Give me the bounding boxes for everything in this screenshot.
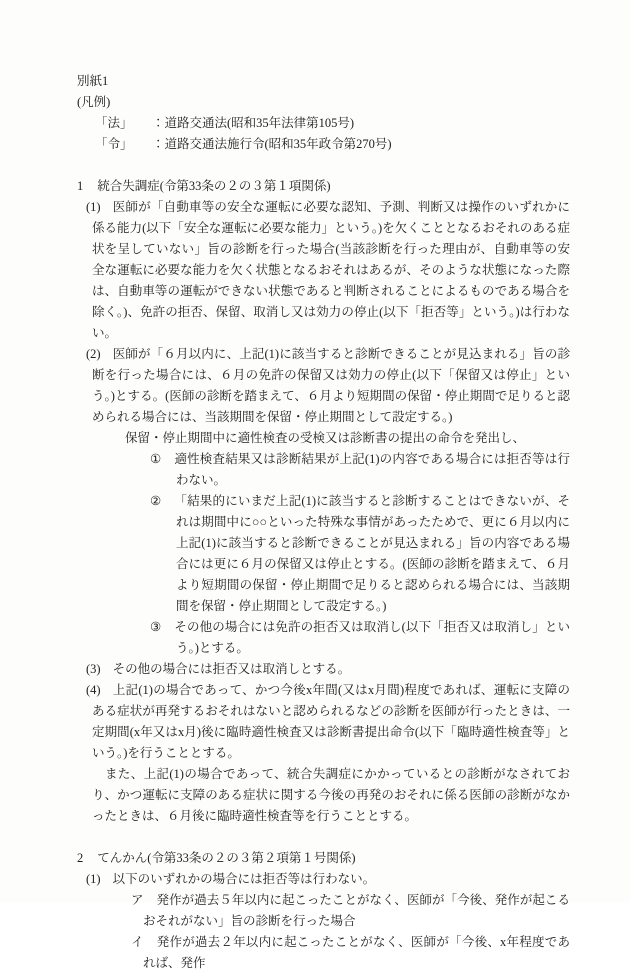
kana-label: イ [131,935,144,949]
section1-circled-item-2 [150,491,570,617]
circled-number-label: ① [150,452,162,466]
legend-term-law: 「法」 [95,116,133,130]
attachment-label: 別紙1 [77,74,109,88]
circled-item-text: 適性検査結果又は診断結果が上記(1)の内容である場合には拒否等は行わない。 [174,452,570,487]
clause-text: 以下のいずれかの場合には拒否等は行わない。 [112,872,376,886]
section2-clause-1 [86,869,570,890]
section1-clause-3 [86,659,570,680]
circled-item-text: その他の場合には免許の拒否又は取消し(以下「拒否又は取消し」という。)とする。 [174,620,570,655]
section1-heading [77,176,570,197]
clause-label: (2) [86,347,101,361]
circled-number-label: ③ [150,620,162,634]
clause-text: 医師が「６月以内に、上記(1)に該当すると診断できることが見込まれる」旨の診断を行った場合には、６月の免許の保留又は効力の停止(以下「保留又は停止」という。)とする。(医師の診断を踏まえて、６月より短期間の保留・停止期間で足りると認められる場合には、当該期間を保留・停止期間として設定する。) [92,347,570,424]
kana-label: ア [131,893,144,907]
clause-label: (3) [86,662,101,676]
circled-item-text: 「結果的にいまだ上記(1)に該当すると診断することはできないが、それは期間中に○○といった特殊な事情があったためで、更に６月以内に上記(1)に該当すると診断できることが見込まれる」旨の内容である場合には更に６月の保留又は停止とする。(医師の診断を踏まえて、６月より短期間の保留・停止期間で足りると認められる場合には、当該期間を保留・停止期間として設定する。) [174,494,570,613]
legend-title: (凡例) [77,95,111,109]
section1-hold-lead-line: 保留・停止期間中に適性検査の受検又は診断書の提出の命令を発出し、 [125,431,526,445]
section2-number: 2 [77,851,84,865]
clause-label: (1) [86,200,101,214]
subitem-text: 発作が過去５年以内に起こったことがなく、医師が「今後、発作が起こるおそれがない」旨の診断を行った場合 [143,893,570,928]
clause-text: 医師が「自動車等の安全な運転に必要な認知、予測、判断又は操作のいずれかに係る能力(以下「安全な運転に必要な能力」という。)を欠くこととなるおそれのある症状を呈していない」旨の診断を行った場合(当該診断を行った理由が、自動車等の安全な運転に必要な能力を欠く状態となるおそれはあるが、そのような状態になった際は、自動車等の運転ができない状態であると判断されることによるものである場合を除く。)、免許の拒否、保留、取消し又は効力の停止(以下「拒否等」という。)は行わない。 [92,200,570,340]
legend-row-order [95,134,570,155]
section1-clause-4 [86,680,570,764]
clause-label: (4) [86,683,101,697]
section1-number: 1 [77,179,84,193]
section1-circled-item-3 [150,617,570,659]
legend-separator: ： [152,137,165,151]
legend-term-order: 「令」 [95,137,133,151]
legend-separator: ： [152,116,165,130]
subitem-text: 発作が過去２年以内に起こったことがなく、医師が「今後、x年程度であれば、発作 [143,935,570,970]
circled-number-label: ② [150,494,162,508]
section2-title: てんかん(令第33条の２の３第２項第１号関係) [97,851,356,865]
section1-clause-4-continuation: また、上記(1)の場合であって、統合失調症にかかっているとの診断がなされており、かつ運転に支障のある症状に関する今後の再発のおそれに係る医師の診断がなかったときは、６月後に臨時適性検査等を行うこととする。 [92,767,570,823]
section1-clause-1 [86,197,570,344]
section1-circled-item-1 [150,449,570,491]
section2-heading [77,848,570,869]
clause-label: (1) [86,872,101,886]
section1-title: 統合失調症(令第33条の２の３第１項関係) [97,179,331,193]
section1-clause-2 [86,344,570,428]
legend-row-law [95,113,570,134]
legend-definition-law: 道路交通法(昭和35年法律第105号) [164,116,355,130]
clause-text: その他の場合には拒否又は取消しとする。 [112,662,351,676]
legend-definition-order: 道路交通法施行令(昭和35年政令第270号) [164,137,392,151]
section2-subitem-i [131,932,570,974]
section2-subitem-a [131,890,570,932]
clause-text: 上記(1)の場合であって、かつ今後x年間(又はx月間)程度であれば、運転に支障のある症状が再発するおそれはないと認められるなどの診断を医師が行ったときは、一定期間(x年又はx月)後に臨時適性検査又は診断書提出命令(以下「臨時適性検査等」という。)を行うこととする。 [92,683,570,760]
